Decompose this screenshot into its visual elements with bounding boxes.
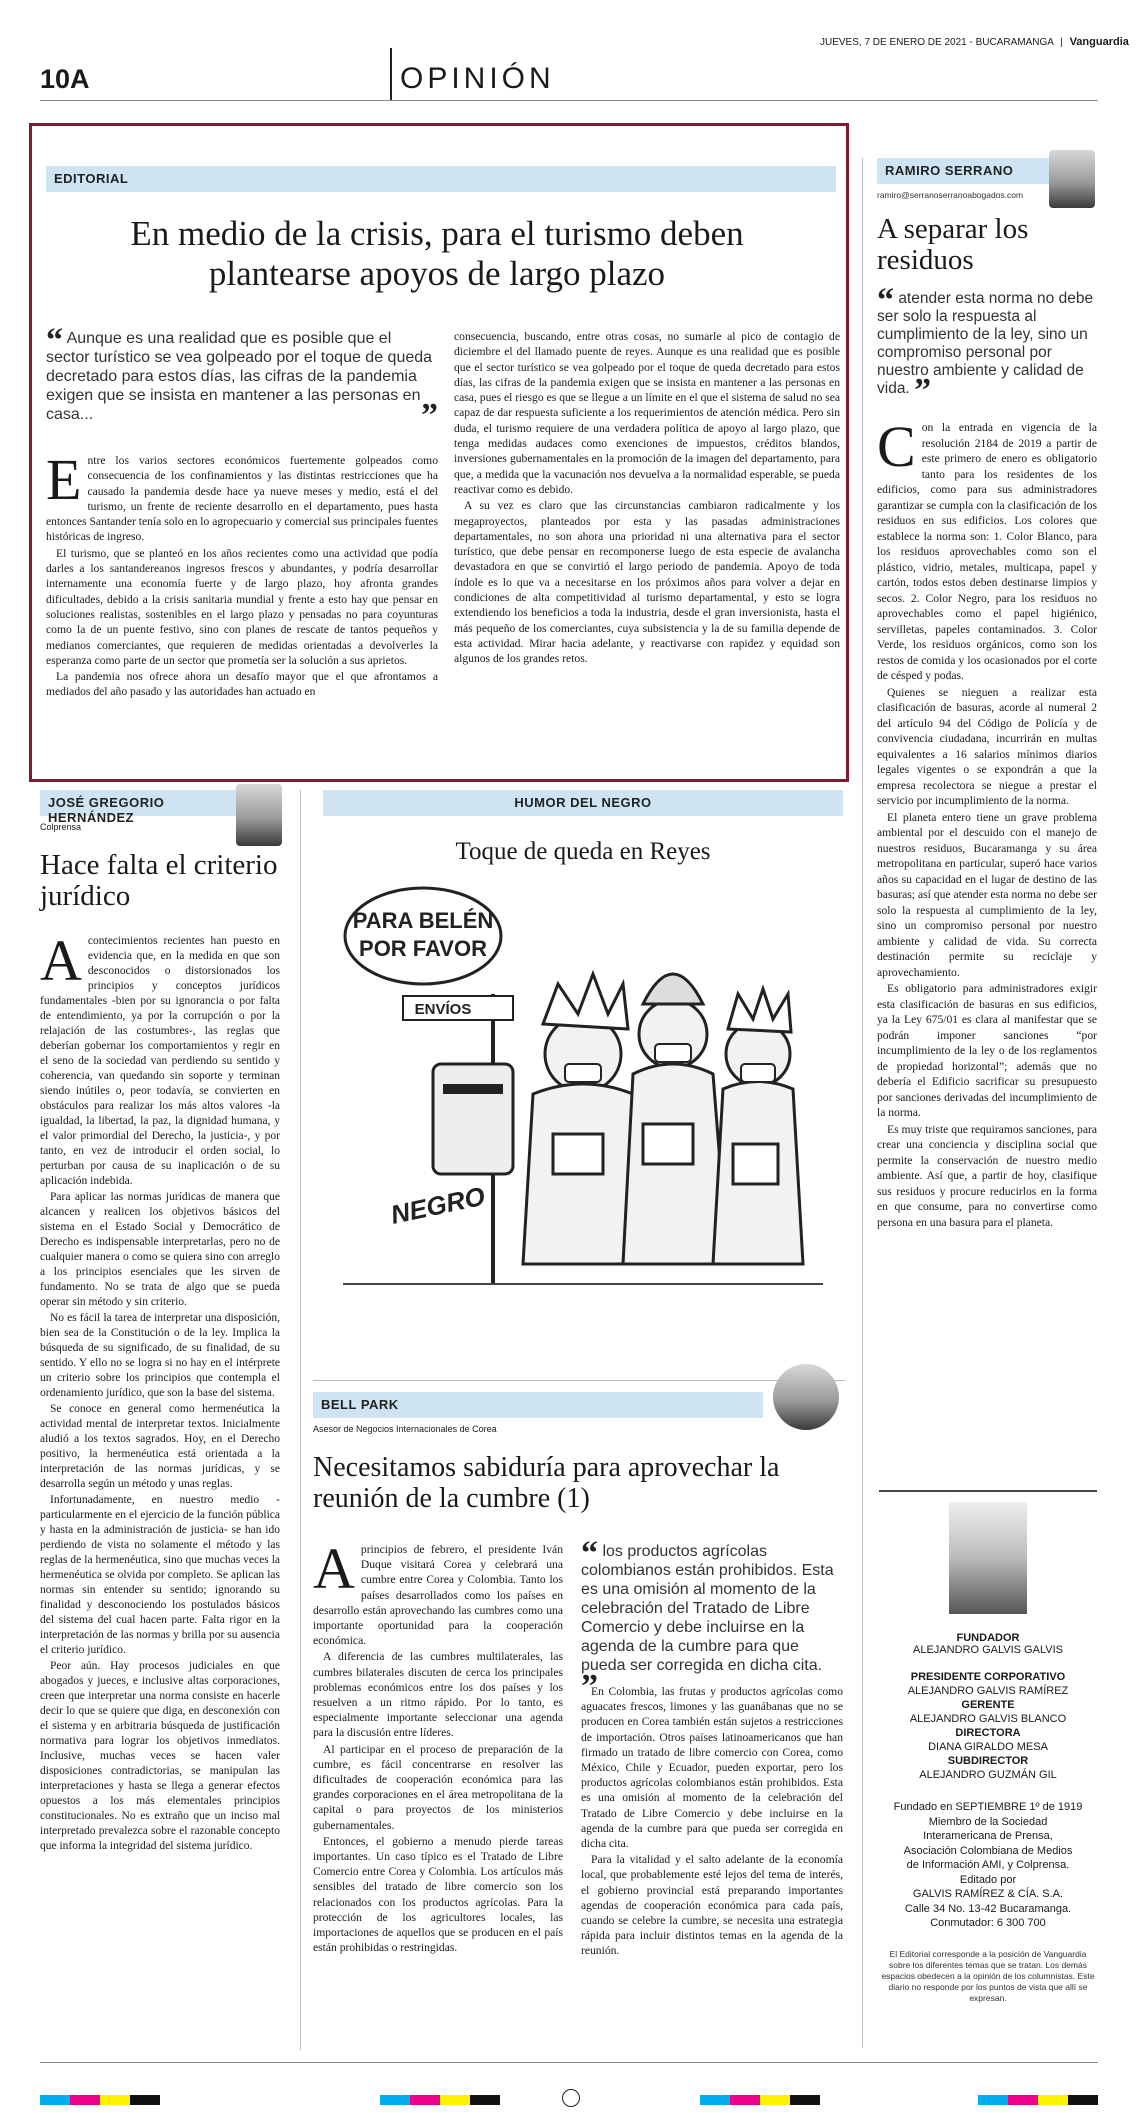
- jose-p6: Peor aún. Hay procesos judiciales en que abogados y jueces, e inclusive altas corporaciones, creen que interpretar una norma consiste en hacerle decir lo que se quiere que diga, en desconexión con el sistema y en arbitraria búsqueda de justificación normativa para lograr los objetivos inmediatos. Inclusive, muchas veces se hacen valer disposiciones contradictorias, se manipulan las interpretaciones y hasta se llega a generar efectos opuestos a los más elementales principios constitucionales. No es extraño que un inciso mal interpretado prevalezca sobre el razonable concepto que informa la integridad del sistema jurídico.: [40, 1660, 280, 1852]
- registration-bar: [380, 2095, 500, 2105]
- bell-p3: Al participar en el proceso de preparación de la cumbre, es fácil concentrarse en resolver las dificultades de cooperación económica para las grandes corporaciones en el área metropolitana de la capital o para proyectos de los ministerios gubernamentales.: [313, 1742, 563, 1832]
- editorial-p4: consecuencia, buscando, entre otras cosas, no sumarle al pico de contagio de diciembre el del llamado puente de reyes. Aunque es una realidad que es posible que el sector turístico se vea golpeado por el toque de queda decretado para estos días, las cifras de la pandemia exigen que se insista en mantener a las personas en casa, pues el riesgo es que se llegue a un límite en el que el sistema de salud no sea capaz de dar respuesta suficiente a los requerimientos de atención médica. Pero sin duda, el turismo requiere de una verdadera política de apoyo al largo plazo, que tenga medidas audaces como exenciones de impuestos, créditos blandos, inversiones gubernamentales en la promoción de la imagen del departamento, para que, a medida que la vacunación nos devuelva a la normalidad esperable, se pueda reactivar como es debido.: [454, 330, 840, 496]
- ramiro-quote-text: atender esta norma no debe ser solo la respuesta al cumplimiento de la ley, sino un compromiso personal por nuestro ambiente y calidad de vida.: [877, 290, 1094, 397]
- ramiro-body: [877, 414, 1097, 1230]
- registration-bar: [40, 2095, 160, 2105]
- jose-avatar: [236, 784, 282, 846]
- dateline-text: JUEVES, 7 DE ENERO DE 2021 - BUCARAMANGA: [820, 37, 1054, 48]
- masthead-top-rule: [879, 1490, 1097, 1492]
- jose-source: Colprensa: [40, 822, 82, 832]
- jose-title: Hace falta el criterio jurídico: [40, 849, 278, 912]
- editorial-title: En medio de la crisis, para el turismo deben plantearse apoyos de largo plazo: [130, 214, 744, 293]
- info-line: Interamericana de Prensa,: [923, 1830, 1053, 1842]
- editorial-p3: La pandemia nos ofrece ahora un desafío mayor que el que afrontamos a mediados del año pasado y las autoridades han actuado en: [46, 670, 438, 699]
- editorial-p1: ntre los varios sectores económicos fuertemente golpeados como consecuencia de los confinamientos y las distintas restricciones que ha causado la pandemia desde hace ya nueve meses y medio, está el del turismo, un frente de reciente desarrollo en el departamento, pues hasta entonces Santander tenía solo en lo agropecuario y comercial sus principales fuentes históricas de ingreso.: [46, 454, 438, 544]
- bell-dropcap: A: [313, 1536, 355, 1601]
- info-line: Calle 34 No. 13-42 Bucaramanga.: [904, 1902, 1072, 1915]
- ramiro-p4: Es obligatorio para administradores exigir esta clasificación de basuras en sus edificios, ya la Ley 675/01 es clara al manifestar que se podrán imponer sanciones “por incumplimiento de la ley o de los reglamentos de propiedad horizontal”; además que no debería el Edificio sacrificar su presupuesto por sanciones derivadas del incumplimiento de la norma.: [877, 982, 1097, 1119]
- page-number: 10A: [40, 64, 90, 94]
- open-quote-icon: “: [877, 282, 894, 319]
- bell-quote-text: los productos agrícolas colombianos están prohibidos. Esta es una omisión al momento de la celebración del Tratado de Libre Comercio y debe incluirse en la agenda de la cumbre para que pueda ser corregida en dicha cita.: [581, 1543, 834, 1674]
- bell-title: Necesitamos sabiduría para aprovechar la reunión de la cumbre (1): [313, 1452, 780, 1514]
- cartoon-image: [343, 884, 823, 1314]
- role-label: PRESIDENTE CORPORATIVO: [910, 1671, 1066, 1683]
- section-title: OPINIÓN: [400, 62, 555, 95]
- info-line: Editado por: [959, 1873, 1017, 1886]
- open-quote-icon: “: [581, 1535, 598, 1572]
- role-name: ALEJANDRO GUZMÁN GIL: [919, 1769, 1057, 1781]
- bell-p6: Para la vitalidad y el salto adelante de la economía local, que probablemente esté lejos del tema de interés, el gobierno provincial está preparando importantes agendas de cooperación económica para cada país, cuando se celebre la cumbre, se necesita una estrategia rápida para incluir distintos temas en la agenda de la reunión.: [581, 1853, 843, 1958]
- editorial-label: EDITORIAL: [46, 166, 836, 192]
- editorial-p2: El turismo, que se planteó en los años recientes como una actividad que podía darles a los santandereanos ingresos frescos y abundantes, y podría desarrollar internamente una economía fuerte y de largo plazo, hoy afronta grandes dificultades, debido a la crisis sanitaria mundial y frente a esto hay que pensar en soluciones realistas, sostenibles en el largo plazo y pensadas no para coyunturas como la de un puente festivo, sino con planes de rescate de tantos pequeños y medianos comerciantes, que requieren de medidas orientadas a devolverles la esperanza como parte de un sector que prometía ser la solución a sus aprietos.: [46, 546, 438, 667]
- ramiro-p5: Es muy triste que requiramos sanciones, para crear una conciencia y disciplina social que permite la conservación de nuestro medio ambiente. Así que, a partir de hoy, clasifique sus residuos y procure reducirlos en la forma en que consume, para no convertirse como persona en una basura para el planeta.: [877, 1122, 1097, 1229]
- street-sign-text: ENVÍOS: [414, 1001, 472, 1018]
- role-name: DIANA GIRALDO MESA: [928, 1741, 1048, 1753]
- ramiro-column: [877, 158, 1097, 1231]
- column-rule: [300, 790, 301, 2050]
- editorial-dropcap: E: [46, 447, 82, 512]
- ramiro-label: RAMIRO SERRANO: [877, 158, 1055, 184]
- role-label: SUBDIRECTOR: [947, 1755, 1029, 1767]
- jose-p3: No es fácil la tarea de interpretar una disposición, bien sea de la Constitución o de la ley. Implica la búsqueda de su significado, de su finalidad, de su sentido. Y ello no se logra si no hay en el intérprete un criterio sobre los principios que contempla el ordenamiento jurídico, que son la base del sistema.: [40, 1312, 280, 1399]
- role-name: ALEJANDRO GALVIS RAMÍREZ: [907, 1685, 1069, 1697]
- editorial-p5: A su vez es claro que las circunstancias cambiaron radicalmente y los megaproyectos, planteados por esta y las pasadas administraciones departamentales, no son ahora una prioridad ni una alternativa para el sector turístico, que debe pensar en recomponerse luego de esta especie de avalancha devastadora en que se convirtió el largo periodo de pandemia. Apoyo de toda índole es lo que va a necesitarse en los próximos años para volver a dejar en condiciones de alta competitividad al turismo departamental, y esto se logra extendiendo los beneficios a toda la industria, desde el gran inversionista, hasta el más pequeño de los comerciantes, cuya subsistencia y la de su familia depende de esta actividad. Mirar hacia adelante, y reactivarse con rapidez y equidad son algunos de los grandes retos.: [454, 499, 840, 666]
- info-line: de Información AMI, y Colprensa.: [906, 1859, 1070, 1871]
- svg-text:POR FAVOR: POR FAVOR: [359, 936, 487, 961]
- header-divider: [390, 48, 392, 100]
- bell-col-2: [581, 1684, 843, 1960]
- sign-text: PARA BELÉN: [352, 908, 494, 933]
- dateline-separator: |: [1060, 37, 1063, 48]
- role-label: DIRECTORA: [955, 1727, 1021, 1739]
- header-rule: [40, 100, 1098, 101]
- ramiro-dropcap: C: [877, 414, 916, 479]
- editorial-col-2: [454, 329, 840, 668]
- masthead-note: El Editorial corresponde a la posición de Vanguardia sobre los diferentes temas que se tratan. Los demás espacios obedecen a la opinión de los columnistas. Este diario no responde por los puntos de vista que allí se expresan.: [881, 1948, 1095, 2003]
- bell-p5: En Colombia, las frutas y productos agrícolas como aguacates frescos, limones y las guanábanas que no se producen en Corea también están sujetos a restricciones de importación. Otros países latinoamericanos que han firmado un tratado de libre comercio con Corea, como México, Chile y Ecuador, pueden exportar, pero los productos agrícolas colombianos están prohibidos. Esta es una omisión al momento de la celebración del Tratado de Libre Comercio y debe incluirse en la agenda de la cumbre para que pueda ser corregida en dicha cita.: [581, 1685, 843, 1851]
- bell-top-rule: [313, 1380, 845, 1381]
- jose-body: [40, 928, 280, 1854]
- info-line: Miembro de la Sociedad: [928, 1815, 1048, 1828]
- bell-p2: A diferencia de las cumbres multilaterales, las cumbres bilaterales discuten de cerca los principales problemas económicos entre los dos países y los resuelven a un ritmo rápido. Por lo tanto, es especialmente importante seleccionar una agenda para la discusión entre líderes.: [313, 1650, 563, 1740]
- jose-label: JOSÉ GREGORIO HERNÁNDEZ: [40, 790, 236, 816]
- editorial-col-1: [46, 447, 438, 701]
- info-line: Conmutador: 6 300 700: [930, 1917, 1046, 1929]
- humor-label: HUMOR DEL NEGRO: [323, 790, 843, 816]
- ramiro-p3: El planeta entero tiene un grave problema ambiental por el descuido con el manejo de nuestros residuos, Bucaramanga y su área metropolitana en particular, superó hace varios años su capacidad en el lugar de destino de las basuras; así que atender esta norma no debe ser solo la respuesta al cumplimiento de la ley, sino un compromiso personal por nuestro ambiente y calidad de vida. Su correcta destinación permite su reciclaje y aprovechamiento.: [877, 810, 1097, 979]
- founder-label: FUNDADOR: [956, 1632, 1020, 1644]
- registration-bar: [978, 2095, 1098, 2105]
- close-quote-icon: ”: [421, 397, 438, 434]
- jose-p5: Infortunadamente, en nuestro medio -particularmente en el ejercicio de la función pública y hasta en la administración de justicia- se han ido perdiendo de vista no solamente el método y las reglas de la hermenéutica, sino que muchas veces la hermenéutica se olvida por completo. Se aplican las normas sin entender su sentido; ignorando su finalidad y desconociendo los postulados básicos del sistema del cual hacen parte. Falta rigor en la interpretación de las normas y brilla por su ausencia el criterio jurídico.: [40, 1494, 280, 1656]
- close-quote-icon: ”: [581, 1668, 598, 1705]
- role-name: ALEJANDRO GALVIS BLANCO: [909, 1713, 1067, 1725]
- masthead: [879, 1490, 1097, 2004]
- column-rule: [862, 158, 863, 2048]
- jose-p4: Se conoce en general como hermenéutica la actividad mental de interpretar textos. Inicialmente aludió a los textos sagrados. Hoy, en el Derecho positivo, la hermenéutica está orientada a la interpretación de las normas jurídicas, y se desarrolla según un método y unas reglas.: [40, 1403, 280, 1490]
- bell-quote: [581, 1535, 843, 1705]
- ramiro-email: ramiro@serranoserranoabogados.com: [877, 190, 1024, 200]
- ramiro-avatar: [1049, 150, 1095, 208]
- close-quote-icon: ”: [914, 372, 932, 409]
- dateline: [820, 36, 1129, 48]
- editorial-quote: [46, 322, 438, 434]
- info-line: Fundado en SEPTIEMBRE 1º de 1919: [893, 1801, 1083, 1813]
- info-line: Asociación Colombiana de Medios: [903, 1844, 1073, 1857]
- bell-col-1: [313, 1536, 563, 1956]
- bell-avatar: [773, 1364, 839, 1430]
- editorial-box: [29, 123, 849, 782]
- founder-name: ALEJANDRO GALVIS GALVIS: [913, 1644, 1063, 1656]
- editorial-quote-text: Aunque es una realidad que es posible que el sector turístico se vea golpeado por el toque de queda decretado para estos días, las cifras de la pandemia exigen que se insista en mantener a las personas en casa...: [46, 330, 433, 423]
- registration-bar: [700, 2095, 820, 2105]
- open-quote-icon: “: [46, 322, 63, 359]
- masthead-roles: [879, 1670, 1097, 1782]
- ramiro-title: A separar los residuos: [877, 213, 1029, 276]
- humor-section: [323, 790, 843, 1314]
- cartoon-signature: NEGRO: [388, 1180, 488, 1230]
- registration-mark-icon: [562, 2089, 580, 2107]
- ramiro-p2: Quienes se nieguen a realizar esta clasificación de basuras, acorde al numeral 2 del artículo 94 del Código de Policía y de convivencia ciudadana, incurrirán en multas equivalentes a 16 salarios mínimos diarios legales vigentes o se expondrán a que la empresa recolectora se niegue a prestar el servicio por incumplimiento de la norma.: [877, 685, 1097, 807]
- role-label: GERENTE: [961, 1699, 1015, 1711]
- humor-title: Toque de queda en Reyes: [455, 838, 711, 865]
- bell-section: [313, 1392, 845, 1958]
- masthead-info: [879, 1800, 1097, 1931]
- bell-p4: Entonces, el gobierno a menudo pierde tareas importantes. Un caso típico es el Tratado de Libre Comercio entre Corea y Colombia. Los artículos más sensibles del tratado de libre comercio son los relacionados con los productos agrícolas. Para la protección de los agricultores locales, las importaciones de aquellos que se producen en el país están prohibidas o restringidas.: [313, 1834, 563, 1955]
- founder-portrait: [949, 1502, 1027, 1614]
- jose-p2: Para aplicar las normas jurídicas de manera que alcancen y realicen los objetivos básicos del sistema en el Estado Social y Democrático de Derecho es indispensable interpretarlas, pero no de cualquier manera o como se quiera sino con arreglo a los principios esenciales que les sirven de fundamento. No se trata de algo que se pueda operar sin método y sin criterio.: [40, 1191, 280, 1308]
- ramiro-p1: on la entrada en vigencia de la resolución 2184 de 2019 a partir de este primero de enero es obligatorio tanto para los residentes de los edificios, como para sus administradores garantizar se cumpla con la clasificación de los residuos en sus edificios. Los colores que establece la norma son: 1. Color Blanco, para los residuos aprovechables como son el plástico, vidrio, metales, multicapa, papel y cartón, todos estos deben destinarse limpios y secos. 2. Color Negro, para los residuos no aprovechables como el papel higiénico, servilletas, papeles contaminados. 3. Color Verde, los residuos orgánicos, como son los restos de comida y los ocasionados por el corte de césped y podas.: [877, 421, 1097, 682]
- brand: Vanguardia: [1069, 36, 1129, 48]
- jose-p1: contecimientos recientes han puesto en evidencia que, en la medida en que son desconocidos o distorsionados los principios y conceptos jurídicos fundamentales -bien por su ignorancia o por falta de entendimiento, ya por la corrupción o por la relajación de las costumbres-, las reglas que deberían gobernar los comportamientos y regir en el seno de la sociedad van perdiendo su sentido y coherencia, van quedando sin soporte y terminan siendo inútiles o, peor todavía, se convierten en obstáculos para realizar los más altos valores -la igualdad, la libertad, la paz, la dignidad humana, y el valor primordial del Derecho, la justicia-, y por tanto, en vez de introducir el orden social, lo perturban por causa de su inaplicación o de su aplicación indebida.: [40, 935, 280, 1187]
- bell-role: Asesor de Negocios Internacionales de Corea: [313, 1424, 497, 1434]
- jose-dropcap: A: [40, 928, 82, 993]
- info-line: GALVIS RAMÍREZ & CÍA. S.A.: [912, 1888, 1064, 1900]
- footer-rule: [40, 2062, 1098, 2063]
- bell-label: BELL PARK: [313, 1392, 763, 1418]
- ramiro-quote: [877, 282, 1097, 409]
- bell-p1: principios de febrero, el presidente Iván Duque visitará Corea y celebrará una cumbre entre Corea y Colombia. Tanto los países desarrollados como los países en desarrollo están aprovechando las cumbres como una importante oportunidad para la cooperación económica.: [313, 1543, 563, 1648]
- jose-column: [40, 790, 280, 1855]
